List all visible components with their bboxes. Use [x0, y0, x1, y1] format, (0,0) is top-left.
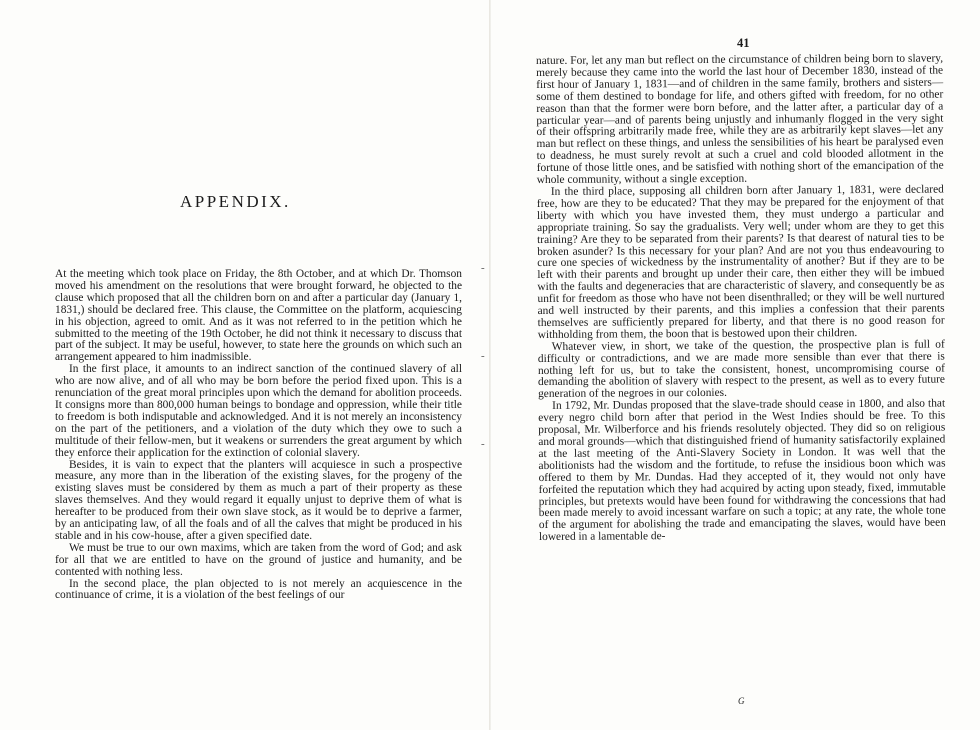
paragraph: In 1792, Mr. Dundas proposed that the slave-trade should cease in 1800, and also that every negro child born after that period in the West Indies should be free. To this proposal, Mr. Wilberforce and his friends resolutely objected. They did so on religious and moral grounds—which that distinguished friend of humanity satisfactorily explained at the last meeting of the Anti-Slavery Society in London. It was well that the abolitionists had the wisdom and the fortitude, to refuse the insidious boon which was offered to them by Mr. Dundas. Had they accepted of it, they would not only have forfeited the reputation which they had acquired by acting upon steady, fixed, immutable principles, but pretexts would have been found for withdrawing the concessions that had been made merely to avoid incessant warfare on such a topic; at any rate, the whole tone of the argument for abolishing the trade and emancipating the slaves, would have been lowered in a lamentable de-	[538, 397, 946, 544]
margin-mark: -	[481, 262, 485, 274]
paragraph: At the meeting which took place on Friday, the 8th October, and at which Dr. Thomson moved his amendment on the resolutions that were brought forward, he objected to the clause which proposed that all the children born on and after a particular day (January 1, 1831,) should be declared free. This clause, the Committee on the platform, acquiescing in his objection, agreed to omit. And as it was not referred to in the petition which he submitted to the meeting of the 19th October, he did not think it necessary to discuss that part of the subject. It may be useful, however, to state here the grounds on which such an arrangement appeared to him inadmissible.	[55, 268, 462, 364]
appendix-heading: APPENDIX.	[180, 192, 291, 211]
paragraph: In the second place, the plan objected to is not merely an acquiescence in the continuance of crime, it is a violation of the best feelings of our	[55, 577, 462, 602]
paragraph: In the third place, supposing all children born after January 1, 1831, were declared free, how are they to be educated? That they may be prepared for the enjoyment of that liberty with which you have invested them, they must undergo a particular and appropriate training. So say the gradualists. Very well; under whom are they to get this training? Are they to be separated from their parents? Is that dearest of natural ties to be broken asunder? Is this necessary for your plan? And are not you thus endeavouring to cure one species of wickedness by the instrumentality of another? But if they are to be left with their parents and brought up under their care, then either they will be imbued with the faults and degeneracies that are characteristic of slavery, and consequently be as unfit for freedom as those who have not been disenthralled; or they will be well nurtured and well instructed by their parents, and this implies a confession that their parents themselves are sufficiently prepared for liberty, and that there is no good reason for withholding from them, the boon that is bestowed upon their children.	[536, 183, 945, 341]
left-column-text	[55, 269, 462, 602]
paragraph: In the first place, it amounts to an indirect sanction of the continued slavery of all who are now alive, and of all who may be born before the period fixed upon. This is a renunciation of the great moral principles upon which the demand for abolition proceeds. It consigns more than 800,000 human beings to bondage and oppression, while their title to freedom is both indisputable and acknowledged. And it is not merely an inconsistency on the part of the petitioners, and a violation of the duty which they owe to such a multitude of their fellow-men, but it weakens or surrenders the great argument by which they enforce their application for the extinction of colonial slavery.	[55, 363, 462, 459]
right-column-text	[536, 54, 946, 545]
paragraph: nature. For, let any man but reflect on the circumstance of children being born to slavery, merely because they came into the world the last hour of December 1830, instead of the first hour of January 1, 1831—and of children in the same family, brothers and sisters—some of them destined to bondage for life, and others gifted with freedom, for no other reason than that the former were born before, and the latter after, a particular day of a particular year—and of parents being unjustly and inhumanly flogged in the very sight of their offspring arbitrarily made free, while they are as arbitrarily kept slaves—let any man but reflect on these things, and unless the sensibilities of his heart be paralysed even to deadness, he must surely revolt at such a cruel and cold blooded allotment in the fortune of those little ones, and be satisfied with nothing short of the emancipation of the whole community, without a single exception.	[535, 52, 944, 187]
page-number: 41	[737, 36, 750, 50]
margin-mark: -	[481, 438, 485, 450]
paragraph: We must be true to our own maxims, which are taken from the word of God; and ask for all that we are entitled to have on the ground of justice and humanity, and be contented with nothing less.	[55, 541, 462, 578]
signature-mark: G	[738, 696, 745, 706]
paragraph: Besides, it is vain to expect that the planters will acquiesce in such a prospective measure, any more than in the liberation of the existing slaves, for the progeny of the existing slaves must be considered by them as much a part of their property as these slaves themselves. And they would regard it equally unjust to deprive them of what is hereafter to be produced from their own slave stock, as it would be to deprive a farmer, by an anticipating law, of all the foals and of all the calves that might be produced in his stable and in his cow-house, after a given specified date.	[55, 458, 462, 542]
paragraph: Whatever view, in short, we take of the question, the prospective plan is full of difficulty or contradictions, and we are made more sensible than ever that there is nothing left for us, but to take the consistent, honest, uncompromising course of demanding the abolition of slavery with respect to the present, as well as to every future generation of the negroes in our colonies.	[537, 338, 946, 401]
margin-mark: -	[481, 350, 485, 362]
